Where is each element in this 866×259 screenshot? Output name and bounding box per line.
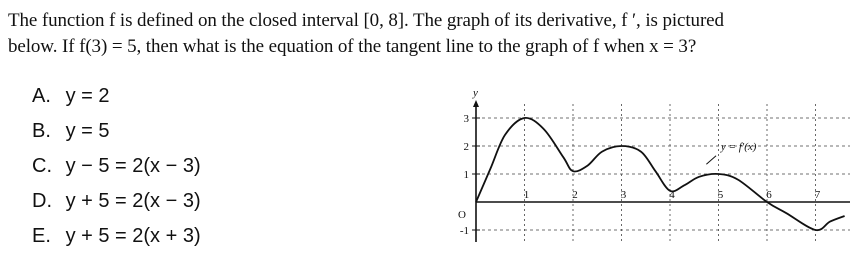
x-tick-label: 4 <box>669 189 675 201</box>
x-tick-label: 5 <box>717 189 724 201</box>
y-axis-label: y <box>473 87 478 99</box>
choice-letter: D. <box>32 190 52 212</box>
choice-text: y = 2 <box>65 85 110 107</box>
grid <box>476 104 850 242</box>
y-tick-label: 1 <box>463 169 469 181</box>
curve-label: y = f′(x) <box>720 141 757 154</box>
choice-text: y = 5 <box>65 120 110 142</box>
x-tick-label: 2 <box>572 189 578 201</box>
choice-d[interactable] <box>32 189 201 224</box>
choice-text: y + 5 = 2(x − 3) <box>65 190 201 212</box>
y-tick-label: 2 <box>463 141 469 153</box>
y-axis-arrow <box>473 100 479 107</box>
x-tick-label: 1 <box>523 189 530 201</box>
choice-a[interactable] <box>32 84 201 119</box>
choice-letter: E. <box>32 225 51 247</box>
x-tick-label: 7 <box>814 189 821 201</box>
question-line-1: The function f is defined on the closed interval [0, 8]. The graph of its derivative, f ′, is pictured <box>8 10 724 31</box>
curve-label-pointer <box>706 156 716 164</box>
y-tick-label: 3 <box>463 113 469 125</box>
axes <box>472 100 850 242</box>
origin-label: O <box>458 209 466 221</box>
choice-text: y + 5 = 2(x + 3) <box>65 225 201 247</box>
question-line-2: below. If f(3) = 5, then what is the equation of the tangent line to the graph of f when x = 3? <box>8 36 697 57</box>
choice-e[interactable] <box>32 224 201 259</box>
question-text <box>8 8 858 60</box>
choice-text: y − 5 = 2(x − 3) <box>65 155 201 177</box>
derivative-graph <box>440 62 850 252</box>
labels <box>458 87 850 237</box>
x-tick-label: 6 <box>766 189 772 201</box>
choice-letter: C. <box>32 155 52 177</box>
choice-b[interactable] <box>32 119 201 154</box>
choice-letter: A. <box>32 85 51 107</box>
answer-choices <box>32 84 201 259</box>
choice-letter: B. <box>32 120 51 142</box>
x-tick-label: 3 <box>620 189 627 201</box>
y-tick-label: -1 <box>459 225 469 237</box>
choice-c[interactable] <box>32 154 201 189</box>
